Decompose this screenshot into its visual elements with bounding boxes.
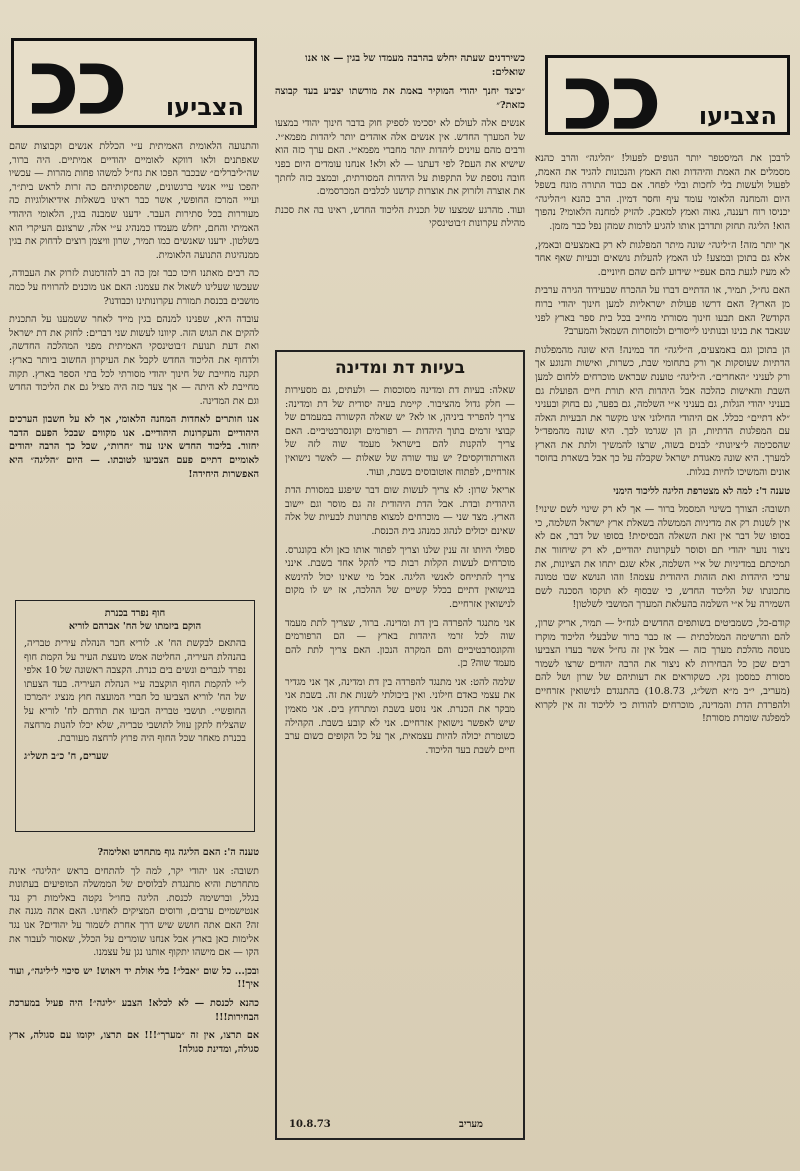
- religion-state-question: שאלה: בעיות דת ומדינה מסוכסות — ולעתים, גם מסעירות — חלק גדול מהציבור. קיימת בעיה יסודית של דת ומדינה: צריך להפריד ביניהן, או לא? יש שאלה הקשורה במעמדם של קבוצי זרמים בתוך היהדות — רפורמים וקונסרבטיביים. האם צריך להקנות להם בישראל מעמד שוה לזה של האורתודוקסים? יש עוד שורה של שאלות — לאשר נישואין אזרחיים, לפתוח אוטובוסים בשבת, ועוד.: [285, 385, 515, 478]
- right-paragraph-4: הן בתוכן וגם באמצעים, ה״ליגה״ חד במינה! היא שונה מהמפלגות הדתיות שעוסקות אך ורק בתחומי שבת, כשרות, ואישות והנוגע אך ורק לעניני ״האחרים״. ה״ליגה״ טוענת שבראש מוכרחים ללחום למען השבת והאישות כהלכה אבל היהדות היא תורת חיים הפועלת גם בעניני יהודי הגלות, גם בעניני א״י השלמה, גם בפער, גם בחוק ובעניני ״לא דתיים״ ככלל. אם היהודי החילוני אינו מקשר את הבעיות האלה עם המפלגות הדתיות, הן הן שגרמו לכך. היא שונה מהמפד״ל שהסכימה ל״ציונות״ לבנים בשוה, שרצו להמשיך ולתת את הארץ למערך. היא שונה מאגודת ישראל שקבלה על כך אבל בשארת בחוסר אונים והמשיכו לחיות בגלות.: [535, 344, 790, 479]
- middle-quote: ״כיצד יחנך יהודי המוקיר באמת את מורשתו יצביע בעד קבוצה כזאת?״: [275, 86, 525, 111]
- right-paragraph-2: אך יותר מזה! ה״ליגה״ שונה מיתר המפלגות לא רק באמצעים ובאמץ, אלא גם בתוכן ובמצע! לנו האמץ להעלות נושאים ובעיות שאף אחד לא מעיז לגעת בהם אעפ״י שידוע להם שהם חיוניים.: [535, 239, 790, 278]
- left-paragraph-6: ובכן... כל שום ״אבל״! בלי אולת יד ויאוש! יש סיכוי ל״ליגה״, ועוד איך!!: [9, 965, 259, 991]
- separate-beach-text: בהתאם לבקשת הח' א. לוריא חבר הנהלת עירית טבריה, בהנהלת העיריה, החליטה אמש מועצת העיר על הקמת חוף נפרד לגברים ונשים בים כנרת. הקצבה ראשונה של 10 אלפי ל״י להקמת החוף הוקצבה ע״י הנהלת העיריה. בעד הצעתו של הח' לוריא הצביעו כל חברי המועצה חוץ מנציג ״המרכז החופשי״. תושבי טבריה הביעו את תודתם לח' לוריא על שהצליח לתקן עוול לתושבי טבריה, שלא יכלו להנות מרחצה בכנרת מאחר שכל החוף היה פרוץ לרחצה מעורבת.: [24, 638, 246, 745]
- middle-paragraph-2: ועוד. מהרגע שמצעו של תכנית הליכוד החדש, ראינו בה את סכנת מהילת עקרונות ז׳בוטינסקי: [275, 204, 525, 230]
- left-paragraph-4: אנו חותרים לאחדות המחנה הלאומי, אך לא על חשבון הערכים היהודיים והעקרונות היהודיים. אנו מקווים שבכל הפעם הדבר יחזור. בליכוד החדש אינו עוד ״חרות״, שכל כך הרבה יהודים לאומיים דתיים פעם הצביעו לטובתו. — היום ״הליגה״ היא האפשרות היחידה!: [9, 414, 259, 480]
- right-question-heading: טענה ד': למה לא מצטרפת הליגה לליכוד הימני: [613, 485, 790, 497]
- left-paragraph-7: כהנא לכנסת — לא לכלא! הצבע ״ליגה״! היה פעיל במערכת הבחירות!!!: [9, 997, 259, 1023]
- right-paragraph-1: לרבכן את המיסטפר יותר הגופים לפעול! ״הליגה״ והרב כהנא מסמלים את האמת והיהדות ואת האמץ והנכונות להגיד את האמת, לפעול ולעשות בלי לחכות ובלי לפחד. אם כבוד התורה מונח בשפל היום והמחנה הלאומי עומד עיף וחסר דמיון. הרב כהנא ו״הליגה״ יכניסו רוח רעננה, גאוה ואמץ למאבק. להזיק למחנה הלאומי? נהפוך הוא! הליגה תחזק ותדרבן אותו להגיע לרמות שמהן נפל כבר מזמן.: [535, 153, 790, 232]
- left-column: [7, 0, 265, 1171]
- right-paragraph-3: האם גח״ל, תמיר, או הדתיים דברו על ההכרח שבעידוד הגירה ערבית מן הארץ? האם דרשו פעולות ישראליות למען חינוך יהודי ברוח הקודש? האם תבעו חינוך מסורתי מחייב בכל בית ספר בארץ לפני שנאבד את בנינו ובנותינו לייסורים ולמוסרות השמאל והמערב?: [535, 285, 790, 338]
- left-paragraph-2: כה רבים מאתנו חיכו כבר זמן כה רב להזדמנות לזרוק את העבודה, שעכשו שעלינו לשאול את עצמנו: האם אנו מוכנים להרוויח על כמה מושבים בכנסת תמורת עקרונותינו וכבודנו?: [9, 268, 259, 307]
- right-masthead-subtitle: הצביעו: [698, 102, 777, 130]
- left-masthead-title: ככ: [28, 29, 125, 136]
- right-paragraph-6: קודם-כל, כשמביטים בשותפים החדשים לגח״ל — תמיר, אריק שרון, להם והרשימה הממלכתית — אז כבר ברור שלבעלי הליכוד מוקרז מנוסה מהלכת מערך כזה — אבל אין זה גח״ל אשר בעדו הצביעו רבים שכן כל הבחירות לא ניצור את הרבה יהודים שרצו לשמור מסורת כמסמן נקי. כשקוראים את דעותיהם של שרון ושל להם (מעריב, י״ב מ״א תשל״ג, 10.8.73) בהתנגדם לנישואין אזרחיים ולהפרדת הדת והמדינה, מוכרחים להודות כי לליכוד זה אין לקרוא למפלגה שומרת מסורת!: [535, 618, 790, 725]
- religion-state-box: [275, 350, 525, 1140]
- middle-paragraph-1: אנשים אלה לעולם לא יסכימו לספיק חוק בדבר חינוך יהודי במצעו של המערך החדש. אין אנשים אלה אוהדים יותר ליהדות מפמא״י. ורבים מהם עוינים ליהדות יותר מחברי מפמא״י. האם ערך כזה הוא שישיא את העם? לפי דעתנו — לא ולא! אנחנו עומדים היום בפני חובה נוספת של התקפות על היהדות המסורתית, ובמצב כזה לחתך את אוצרה ולזרוק את אוצרות קדשנו לכלבים המכרסמים.: [275, 118, 525, 198]
- right-paragraph-5: תשובה: הצורך בשינוי המסמל ברור — אך לא רק שינוי לשם שינוי! אין לשנות רק את מדיניות הממשלה בשאלת ארץ ישראל השלמה, כי בסופו של דבר אין זאת השאלה הבסיסית! בסופו של דבר, אם לא ניצור נוער יהודי תם וסוסר לעקרונות יהודיים, לא רק שיחזור את תמיכתם במדיניות של א״י השלמה, אלא שגם יתחו את הציונות, את ערכי היהדות ואת הזהות היהודית עצמה! וזהו הנושא שבו טמונה מתכונתו של הליכוד החדש, כי שבסוף לא תוקסו הסכנה לשם השמירה על א״י השלמה בהעלאת המערך המושבי לשלטון!: [535, 504, 790, 611]
- separate-beach-source: שערים, ח' כ״ב תשל״ג: [24, 750, 109, 762]
- religion-state-answer-2: ספולי היותו זה ענין שלנו וצריך לפתור אותו כאן ולא בקונגרס. מוכרחים לעשות הקלות רבות כדי להקל אחד בשבת. אינני צריך להתייחס לאנשי הליגה. אבל מי שאינו יכול להינשא בנישואין דתיים בכלל קשיים של ההלכה, אז יש לו מקום לנישואין אזרחיים.: [285, 544, 515, 610]
- middle-intro: כשירדנים שעתה יחלש בהרבה מעמדו של בגין — או אנו שואלים:: [305, 53, 525, 78]
- right-column: [535, 0, 790, 1171]
- left-question-heading: טענה ה': האם הליגה גוף מתחרט ואלימה?: [97, 847, 259, 858]
- left-paragraph-1: והתנועה הלאומית האמיתית ע״י הכללת אנשים וקבוצות שהם שאפתנים ולאו דווקא לאומיים יהודיים אמיתיים. היה ברור, שה״ליברלים״ שבכבר הפכו את גח״ל למשהו פחות מהרות — עכשיו יהפכו עייי אנשי ברגשונים, שהפסקותיהם כה זרות לראש בית״ר, ועייי המרכז החופשי, אשר כבר ראינו בשאלות אידיאולוגיות כה מעוררות בכל סתירות העבר. ידענו שמבנה בגין, הלאומי היהודי האמיתי והחם, יחלש מעמדו כמנהיג ע״י אלה, שרצונם העיקרי הוא בשלטון. ידענו שאנשים כמו תמיר, שרון וויצמן רוצים לדחוק את בגין ממנהיגות התנועה הלאומית.: [9, 141, 259, 261]
- left-lower-body: [9, 846, 259, 1061]
- middle-top-body: [275, 52, 525, 236]
- box-date: 10.8.73: [289, 1119, 331, 1130]
- right-body: [535, 152, 790, 731]
- separate-beach-title: חוף נפרד בכנרת: [104, 608, 166, 619]
- left-body: [9, 140, 259, 486]
- left-paragraph-8: אם תרצו, אין זה ״מערך״!!! אם תרצו, יקומו עם סגולה, ארץ סגולה, ומדינת סגולה!: [9, 1030, 259, 1055]
- left-paragraph-3: עובדה היא, שפנינו למנהם בגין מייד לאחר ששמענו על התכנית להקים את הגוש הזה. קיוונו לעשות שני דברים: לחזק את דת ישראל ואת דעת תנועת ז׳בוטינסקי האמיתית מפני המהלכה החדשה, ולדחוף את הליכוד החדש לקבל את העיקרון החשוב ביותר בארץ: תקנה מחייבת של חינוך יהודי מסורתי לכל בתי הספר בארץ. תקוה מחייבת לא היתה — אך צעד כזה היה מציל גם את הליכוד החדש וגם את המדינה.: [9, 314, 259, 407]
- religion-state-answer-1: אריאל שרון: לא צריך לעשות שום דבר שיפגע במסורת הדת היהודית ובדת. אבל הדת היהודית זה גם מוסר וגם יישוב הארץ. מצד שני — מוכרחים למצוא פתרונות לבעיות של אלה שאינם יכולים לנהוג כמנהג בית הכנסת.: [285, 485, 515, 537]
- left-masthead-subtitle: הצביעו: [165, 93, 244, 121]
- religion-state-title: בעיות דת ומדינה: [334, 358, 466, 378]
- religion-state-answer-3: אני מתנגד להפרדה בין דת ומדינה. ברור, שצריך לתת מעמד שוה לכל זרמי היהדות בארץ — הם הרפורמים והקונסרבטיביים והם המקרה הנכון. האם צריך לתת להם מעמד שוה? כן.: [285, 617, 515, 670]
- left-paragraph-5: תשובה: אנו יהודי יקר, למה לך להתחים בראש ״הליגה״ אינה מתחרטת והיא מתנגדת לבלוסים של הממשלה המופיעים בעתונות בגלל, וברשימה לכנסת. הליגה בחו״ל נקטה באלימות רק נגד אנטישמיים ערבים, ורוסים המציקים לאחינו. האם אתה מגנה את זה? האם אתה חושש שיש דרך אחרת לשמור על יהודים? אנו נגד אלימות כאן בארץ אבל אנחנו שומרים על הכלל, שאסור לעבור את הקו — אם מישהו יתקוף אותנו נגן על עצמנו.: [9, 865, 259, 959]
- right-masthead: [545, 44, 790, 151]
- right-masthead-title: ככ: [562, 44, 659, 151]
- left-masthead: [11, 29, 257, 136]
- middle-column: [275, 0, 525, 1171]
- religion-state-answer-4: שלמה להט: אני מתנגד להפרדה בין דת ומדינה, אך אני מגדיר את עצמי כאדם חילוני. ואין ביכולתי לשנות את זה. בשבת אני מבקר את הכנרת. אני נוסע בשבת ומתרחץ בים. אני מאמין שיש לאפשר נישואין אזרחיים. אני לא קובע בשבת. הקהילה כשומרת יכולה להיות עצמאית, אך על כל הקופים כשום ערב חיים לשבת בעד הליכוד.: [285, 676, 515, 756]
- separate-beach-box: [15, 600, 255, 832]
- separate-beach-subtitle: הוקם ביזמתו של הח' אברהם לוריא: [68, 621, 202, 632]
- box-source: מעריב: [459, 1119, 483, 1130]
